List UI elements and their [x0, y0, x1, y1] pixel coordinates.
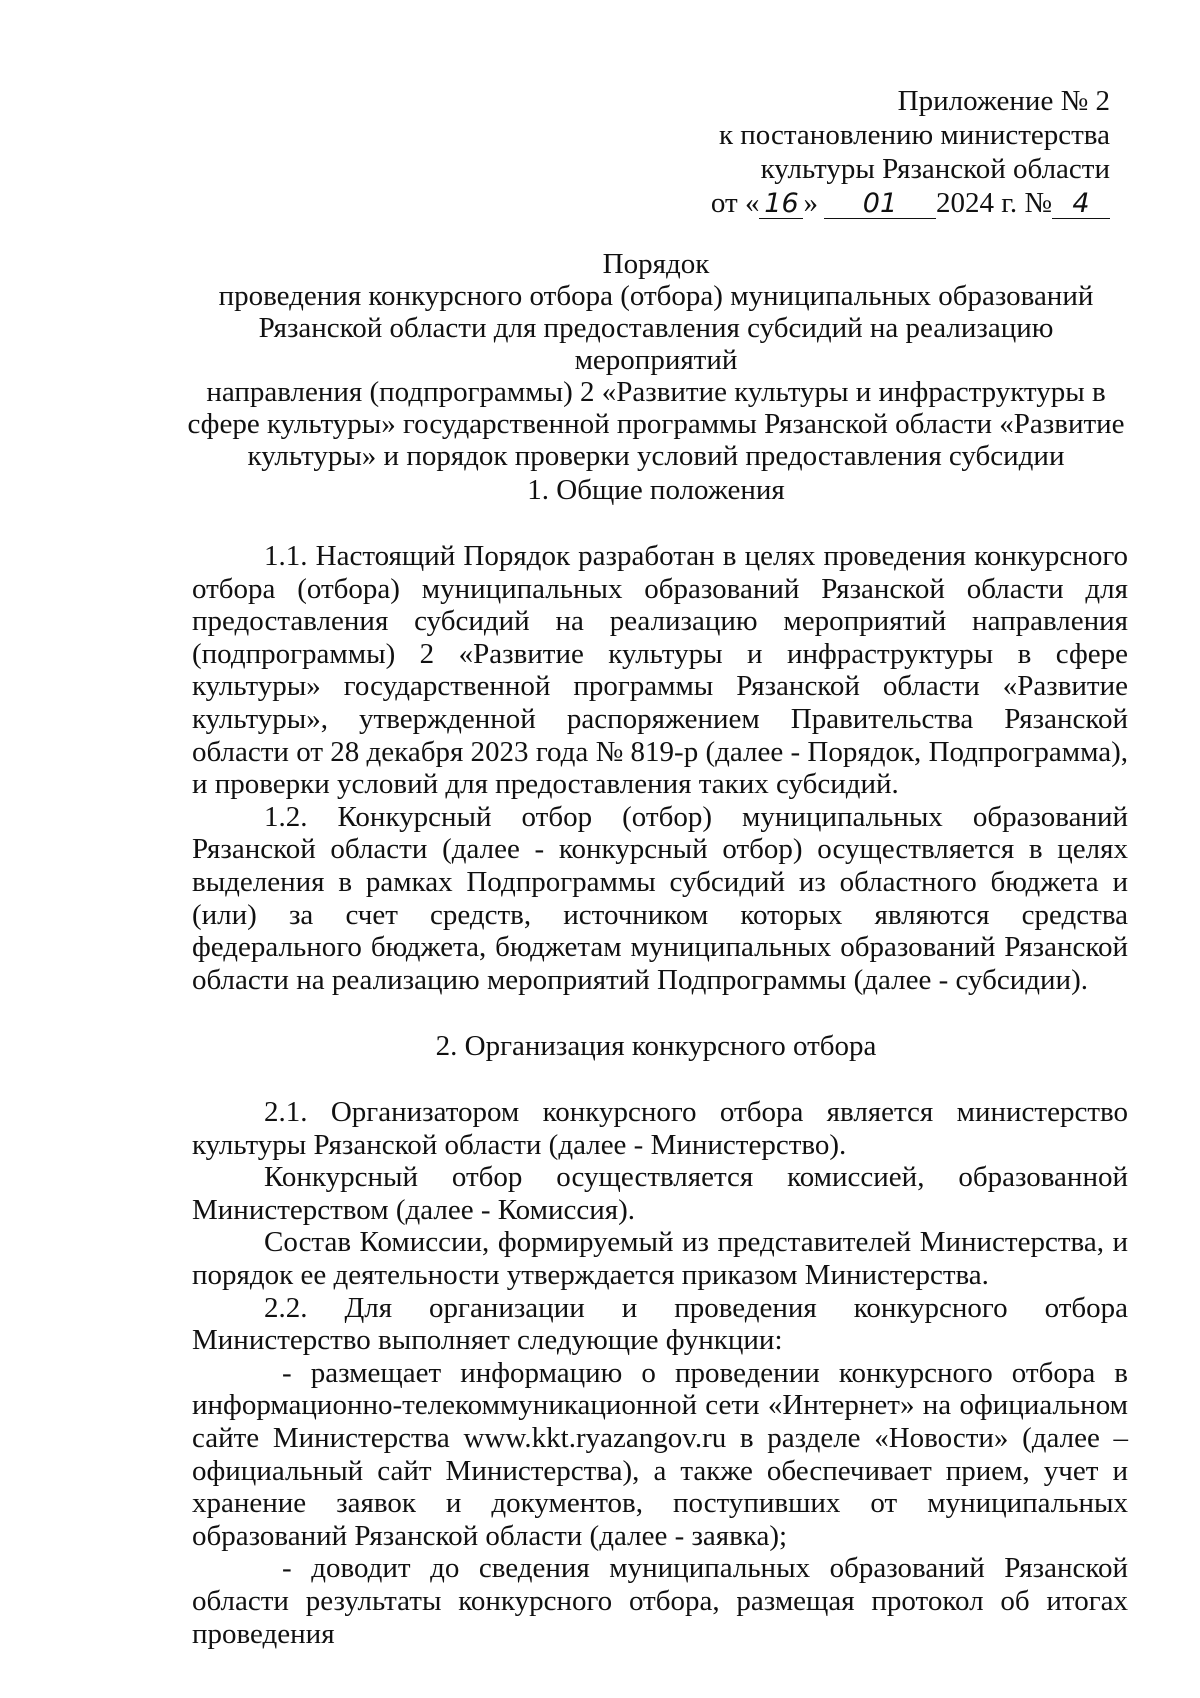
- document-title: [176, 248, 1136, 472]
- paragraph-1-1: 1.1. Настоящий Порядок разработан в целях проведения конкурсного отбора (отбора) муниципальных образований Рязанской области для предоставления субсидий на реализацию мероприятий направления (подпрограммы) 2 «Развитие культуры и инфраструктуры в сфере культуры» государственной программы Рязанской области «Развитие культуры», утвержденной распоряжением Правительства Рязанской области от 28 декабря 2023 года № 819-р (далее - Порядок, Подпрограмма), и проверки условий для предоставления таких субсидий.: [192, 540, 1128, 801]
- handwritten-month: 01: [824, 190, 936, 219]
- paragraph-1-2: 1.2. Конкурсный отбор (отбор) муниципальных образований Рязанской области (далее - конкурсный отбор) осуществляется в целях выделения в рамках Подпрограммы субсидий из областного бюджета и (или) за счет средств, источником которых являются средства федерального бюджета, бюджетам муниципальных образований Рязанской области на реализацию мероприятий Подпрограммы (далее - субсидии).: [192, 800, 1128, 996]
- title-line: сфере культуры» государственной программы Рязанской области «Развитие: [187, 408, 1125, 440]
- handwritten-day: 16: [759, 190, 803, 219]
- annex-block: [550, 84, 1110, 220]
- paragraph-2-1: 2.1. Организатором конкурсного отбора является министерство культуры Рязанской области (далее - Министерство).: [192, 1096, 1128, 1161]
- paragraph-2-1-commission: Конкурсный отбор осуществляется комиссией, образованной Министерством (далее - Комиссия).: [192, 1161, 1128, 1226]
- title-heading: Порядок: [602, 248, 710, 280]
- title-line: направления (подпрограммы) 2 «Развитие культуры и инфраструктуры в: [206, 376, 1106, 408]
- paragraph-2-2: 2.2. Для организации и проведения конкурсного отбора Министерство выполняет следующие функции:: [192, 1291, 1128, 1357]
- paragraph-2-1-composition: Состав Комиссии, формируемый из представителей Министерства, и порядок ее деятельности утверждается приказом Министерства.: [192, 1226, 1128, 1291]
- section-2-heading: 2. Организация конкурсного отбора: [435, 1030, 877, 1062]
- date-prefix: от «: [710, 187, 760, 219]
- annex-ministry: культуры Рязанской области: [760, 153, 1110, 185]
- title-line: культуры» и порядок проверки условий предоставления субсидии: [247, 440, 1065, 472]
- title-line: Рязанской области для предоставления субсидий на реализацию мероприятий: [258, 312, 1054, 376]
- annex-title: Приложение № 2: [897, 85, 1110, 117]
- list-item-publish: - размещает информацию о проведении конкурсного отбора в информационно-телекоммуникационной сети «Интернет» на официальном сайте Министерства www.kkt.ryazangov.ru в разделе «Новости» (далее – официальный сайт Министерства), а также обеспечивает прием, учет и хранение заявок и документов, поступивших от муниципальных образований Рязанской области (далее - заявка);: [192, 1356, 1128, 1552]
- list-item-notify: - доводит до сведения муниципальных образований Рязанской области результаты конкурсного отбора, размещая протокол об итогах проведения: [192, 1552, 1128, 1650]
- annex-resolution: к постановлению министерства: [718, 119, 1110, 151]
- date-year: 2024 г. №: [935, 187, 1052, 219]
- section-2-body: [192, 1096, 1128, 1650]
- handwritten-number: 4: [1052, 190, 1110, 219]
- title-line: проведения конкурсного отбора (отбора) муниципальных образований: [218, 280, 1094, 312]
- section-1-body: [192, 540, 1128, 996]
- date-mid: »: [803, 187, 818, 219]
- annex-date-line: [550, 186, 1110, 220]
- section-1-heading: 1. Общие положения: [527, 474, 785, 506]
